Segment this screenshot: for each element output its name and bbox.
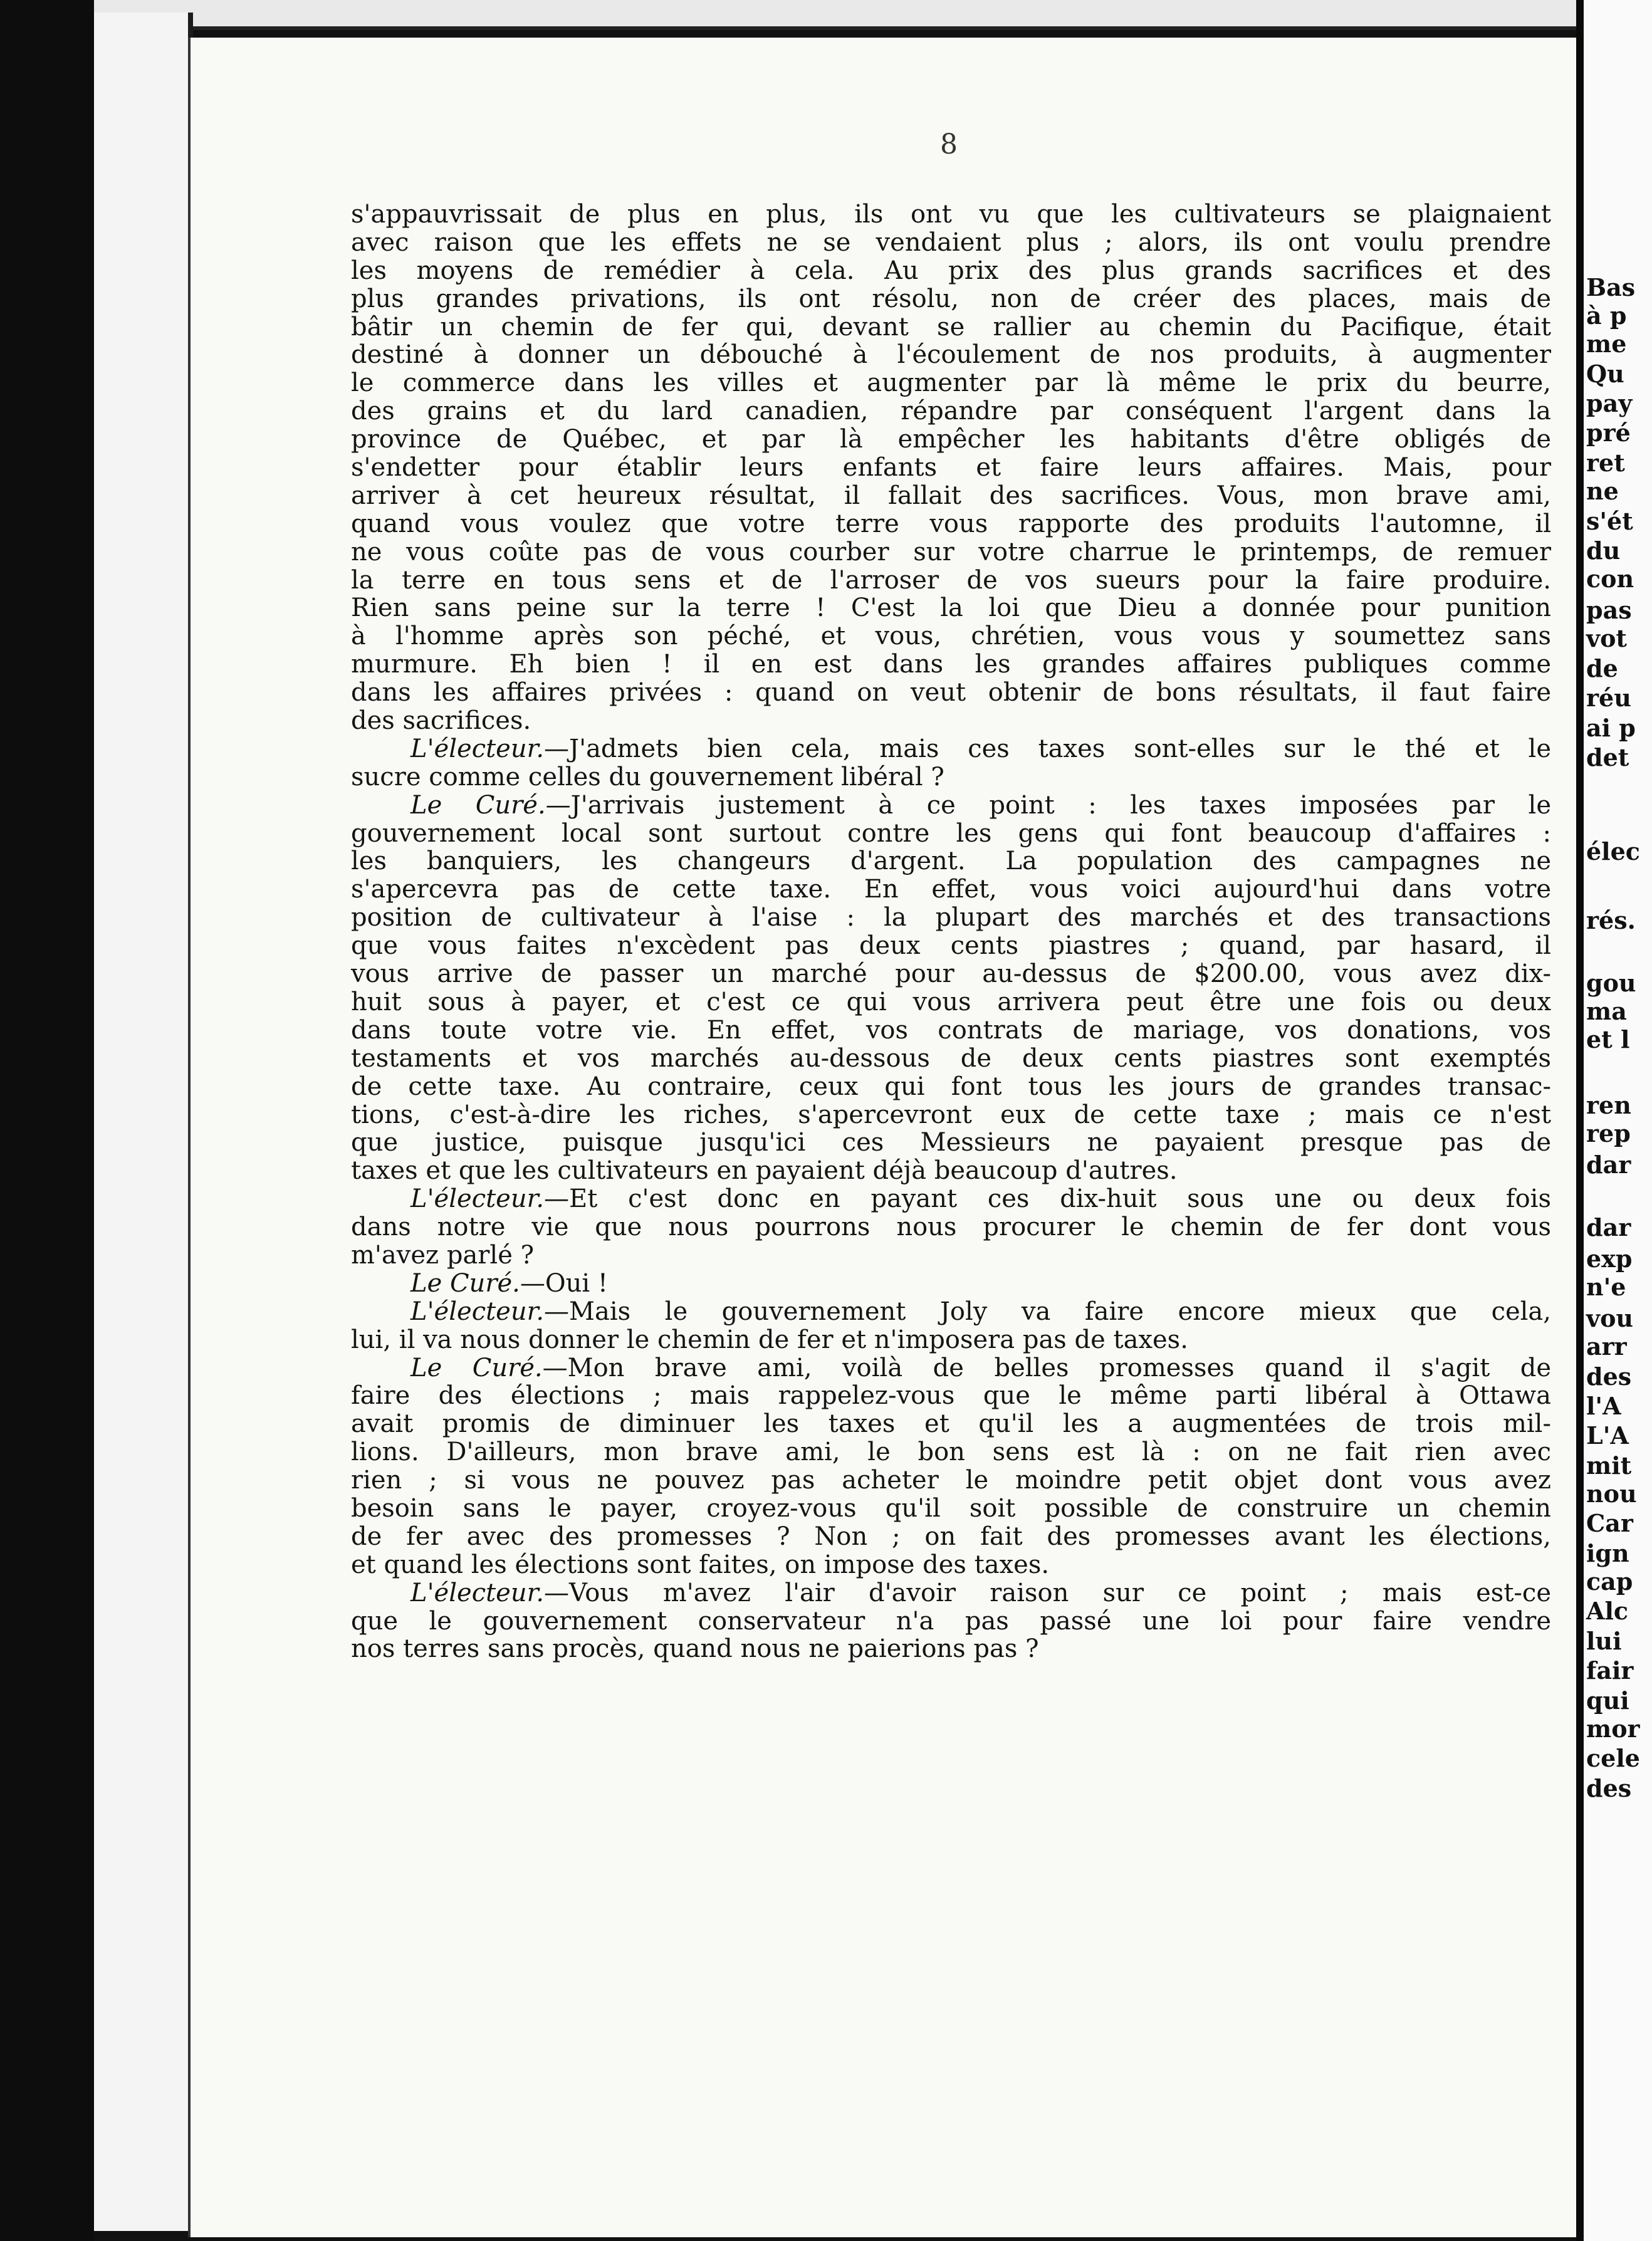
text-line <box>351 932 1551 960</box>
text-line <box>351 735 1551 763</box>
text-line <box>351 510 1551 538</box>
adjacent-page-text-fragment: n'e <box>1586 1273 1626 1301</box>
line-text: huit sous à payer, et c'est ce qui vous arrivera peut être une fois ou deux <box>351 987 1551 1016</box>
speaker-label: Le Curé. <box>410 1268 520 1298</box>
adjacent-page-text-fragment: ai p <box>1586 714 1636 742</box>
adjacent-page-text-fragment: et l <box>1586 1025 1630 1053</box>
line-text: faire des élections ; mais rappelez-vous que le même parti libéral à Ottawa <box>351 1381 1551 1411</box>
text-line <box>351 1185 1551 1213</box>
text-line <box>351 1129 1551 1157</box>
adjacent-page-text-fragment: mit <box>1586 1451 1632 1480</box>
text-line <box>351 707 1551 735</box>
text-line <box>351 1101 1551 1129</box>
text-line <box>351 988 1551 1016</box>
adjacent-page-text-fragment: pay <box>1586 389 1633 417</box>
text-line <box>351 454 1551 482</box>
line-text: la terre en tous sens et de l'arroser de vos sueurs pour la faire produire. <box>351 565 1551 595</box>
adjacent-page-text-fragment: à p <box>1586 301 1627 330</box>
line-text: que justice, puisque jusqu'ici ces Messieurs ne payaient presque pas de <box>351 1128 1551 1157</box>
line-text: bâtir un chemin de fer qui, devant se rallier au chemin du Pacifique, était <box>351 312 1551 342</box>
text-line <box>351 960 1551 988</box>
adjacent-page-text-fragment: dar <box>1586 1151 1631 1179</box>
scanner-background-left <box>0 0 94 2241</box>
adjacent-page-text-fragment: l'A <box>1586 1392 1621 1420</box>
text-line <box>351 567 1551 595</box>
adjacent-page-text-fragment: rés. <box>1586 906 1636 934</box>
adjacent-page-text-fragment: cele <box>1586 1744 1640 1772</box>
text-line <box>351 1016 1551 1045</box>
adjacent-page-text-fragment: ren <box>1586 1091 1631 1119</box>
adjacent-page-text-fragment: Alc <box>1586 1597 1629 1625</box>
adjacent-page-text-fragment: me <box>1586 330 1627 358</box>
text-line <box>351 482 1551 510</box>
line-text: avait promis de diminuer les taxes et qu'il les a augmentées de trois mil- <box>351 1409 1551 1439</box>
line-text: gouvernement local sont surtout contre les gens qui font beaucoup d'affaires : <box>351 818 1551 848</box>
line-text: —J'arrivais justement à ce point : les taxes imposées par le <box>545 790 1552 820</box>
adjacent-page-text-fragment: dar <box>1586 1213 1631 1241</box>
text-line <box>351 1354 1551 1382</box>
adjacent-page-text-fragment: vot <box>1586 624 1627 652</box>
line-text: lions. D'ailleurs, mon brave ami, le bon sens est là : on ne fait rien avec <box>351 1438 1551 1467</box>
text-line <box>351 820 1551 848</box>
line-text: —Mais le gouvernement Joly va faire encore mieux que cela, <box>544 1297 1551 1326</box>
adjacent-page-text-fragment: arr <box>1586 1332 1627 1361</box>
text-line <box>351 875 1551 904</box>
line-text: province de Québec, et par là empêcher les habitants d'être obligés de <box>351 425 1551 454</box>
line-text: position de cultivateur à l'aise : la plupart des marchés et des transactions <box>351 903 1551 932</box>
adjacent-page-text-fragment: ret <box>1586 449 1625 477</box>
underlying-page-edge <box>94 13 193 2231</box>
adjacent-page-text-fragment: lui <box>1586 1627 1622 1655</box>
adjacent-page-text-fragment: élec <box>1586 837 1640 865</box>
line-text: les banquiers, les changeurs d'argent. La population des campagnes ne <box>351 847 1551 876</box>
adjacent-page-text-fragment: ign <box>1586 1539 1629 1567</box>
line-text: arriver à cet heureux résultat, il fallait des sacrifices. Vous, mon brave ami, <box>351 481 1551 510</box>
adjacent-page-text-fragment: exp <box>1586 1245 1633 1273</box>
line-text: vous arrive de passer un marché pour au-dessus de $200.00, vous avez dix- <box>351 959 1551 989</box>
line-text: murmure. Eh bien ! il en est dans les grandes affaires publiques comme <box>351 650 1551 679</box>
line-text: ne vous coûte pas de vous courber sur votre charrue le printemps, de remuer <box>351 537 1551 567</box>
text-line <box>351 622 1551 650</box>
line-text: que le gouvernement conservateur n'a pas passé une loi pour faire vendre <box>351 1606 1551 1636</box>
text-line <box>351 1551 1551 1579</box>
adjacent-page-text-fragment: du <box>1586 536 1621 565</box>
page-number: 8 <box>940 128 958 160</box>
speaker-label: L'électeur. <box>410 1184 545 1214</box>
page-gutter <box>1576 0 1584 2241</box>
text-line <box>351 763 1551 791</box>
adjacent-page-text-fragment: ma <box>1586 997 1627 1025</box>
line-text: dans toute votre vie. En effet, vos contrats de mariage, vos donations, vos <box>351 1015 1551 1045</box>
line-text: que vous faites n'excèdent pas deux cents piastres ; quand, par hasard, il <box>351 931 1551 961</box>
line-text: s'endetter pour établir leurs enfants et faire leurs affaires. Mais, pour <box>351 453 1551 483</box>
adjacent-page-text-fragment: qui <box>1586 1686 1629 1715</box>
adjacent-page-fragment <box>1584 0 1652 2241</box>
text-line <box>351 313 1551 342</box>
speaker-label: L'électeur. <box>410 1297 545 1326</box>
text-line <box>351 904 1551 932</box>
line-text: —Vous m'avez l'air d'avoir raison sur ce point ; mais est-ce <box>544 1578 1551 1607</box>
line-text: taxes et que les cultivateurs en payaient déjà beaucoup d'autres. <box>351 1156 1178 1186</box>
top-page-edge <box>94 0 1579 30</box>
adjacent-page-text-fragment: ne <box>1586 477 1619 505</box>
line-text: plus grandes privations, ils ont résolu, non de créer des places, mais de <box>351 284 1551 313</box>
text-line <box>351 1073 1551 1101</box>
line-text: les moyens de remédier à cela. Au prix des plus grands sacrifices et des <box>351 256 1551 285</box>
line-text: s'appauvrissait de plus en plus, ils ont vu que les cultivateurs se plaignaient <box>351 200 1551 229</box>
line-text: —J'admets bien cela, mais ces taxes sont-elles sur le thé et le <box>544 734 1551 763</box>
line-text: des grains et du lard canadien, répandre par conséquent l'argent dans la <box>351 397 1551 426</box>
line-text: dans les affaires privées : quand on veut obtenir de bons résultats, il faut faire <box>351 678 1551 708</box>
line-text: sucre comme celles du gouvernement libéral ? <box>351 762 944 791</box>
text-line <box>351 426 1551 454</box>
speaker-label: L'électeur. <box>410 734 545 763</box>
line-text: tions, c'est-à-dire les riches, s'apercevront eux de cette taxe ; mais ce n'est <box>351 1100 1551 1129</box>
line-text: lui, il va nous donner le chemin de fer et n'imposera pas de taxes. <box>351 1325 1188 1354</box>
adjacent-page-text-fragment: de <box>1586 654 1618 682</box>
text-line <box>351 341 1551 369</box>
text-line <box>351 1045 1551 1073</box>
adjacent-page-text-fragment: gou <box>1586 969 1636 997</box>
text-line <box>351 1298 1551 1326</box>
line-text: des sacrifices. <box>351 706 531 736</box>
text-line <box>351 1326 1551 1354</box>
adjacent-page-text-fragment: con <box>1586 565 1634 593</box>
adjacent-page-text-fragment: Car <box>1586 1509 1633 1537</box>
adjacent-page-text-fragment: s'ét <box>1586 507 1633 535</box>
line-text: destiné à donner un débouché à l'écoulement de nos produits, à augmenter <box>351 340 1551 370</box>
text-line <box>351 285 1551 313</box>
line-text: à l'homme après son péché, et vous, chrétien, vous vous y soumettez sans <box>351 622 1551 651</box>
text-line <box>351 1523 1551 1551</box>
text-line <box>351 847 1551 875</box>
line-text: avec raison que les effets ne se vendaient plus ; alors, ils ont voulu prendre <box>351 227 1551 257</box>
line-text: quand vous voulez que votre terre vous rapporte des produits l'automne, il <box>351 509 1551 538</box>
adjacent-page-text-fragment: cap <box>1586 1567 1633 1596</box>
line-text: m'avez parlé ? <box>351 1240 535 1270</box>
line-text: testaments et vos marchés au-dessous de deux cents piastres sont exemptés <box>351 1043 1551 1073</box>
line-text: —Et c'est donc en payant ces dix-huit sous une ou deux fois <box>544 1184 1551 1214</box>
text-line <box>351 257 1551 285</box>
text-line <box>351 1607 1551 1636</box>
line-text: de fer avec des promesses ? Non ; on fait des promesses avant les élections, <box>351 1522 1551 1551</box>
speaker-label: Le Curé. <box>410 790 546 820</box>
line-text: s'apercevra pas de cette taxe. En effet, vous voici aujourd'hui dans votre <box>351 875 1551 904</box>
adjacent-page-text-fragment: réu <box>1586 684 1631 712</box>
text-line <box>351 1157 1551 1185</box>
line-text: besoin sans le payer, croyez-vous qu'il soit possible de construire un chemin <box>351 1493 1551 1523</box>
line-text: —Oui ! <box>520 1268 608 1298</box>
adjacent-page-text-fragment: vou <box>1586 1304 1634 1332</box>
speaker-label: L'électeur. <box>410 1578 545 1607</box>
text-line <box>351 397 1551 426</box>
text-line <box>351 1438 1551 1466</box>
line-text: —Mon brave ami, voilà de belles promesses quand il s'agit de <box>542 1353 1552 1382</box>
text-line <box>351 1382 1551 1410</box>
text-line <box>351 1410 1551 1438</box>
text-line <box>351 679 1551 707</box>
adjacent-page-text-fragment: Qu <box>1586 360 1624 388</box>
line-text: dans notre vie que nous pourrons nous procurer le chemin de fer dont vous <box>351 1213 1551 1242</box>
text-line <box>351 1635 1551 1663</box>
line-text: rien ; si vous ne pouvez pas acheter le moindre petit objet dont vous avez <box>351 1466 1551 1495</box>
adjacent-page-text-fragment: det <box>1586 743 1629 771</box>
text-line <box>351 1270 1551 1298</box>
adjacent-page-text-fragment: des <box>1586 1774 1632 1802</box>
adjacent-page-text-fragment: mor <box>1586 1715 1640 1743</box>
adjacent-page-text-fragment: Bas <box>1586 273 1636 301</box>
line-text: nos terres sans procès, quand nous ne paierions pas ? <box>351 1634 1039 1664</box>
text-line <box>351 791 1551 820</box>
text-line <box>351 1213 1551 1241</box>
line-text: et quand les élections sont faites, on impose des taxes. <box>351 1550 1050 1579</box>
text-line <box>351 1495 1551 1523</box>
adjacent-page-text-fragment: L'A <box>1586 1421 1629 1450</box>
adjacent-page-text-fragment: pré <box>1586 419 1631 447</box>
text-line <box>351 1466 1551 1495</box>
adjacent-page-text-fragment: fair <box>1586 1656 1634 1685</box>
adjacent-page-text-fragment: nou <box>1586 1480 1637 1508</box>
text-line <box>351 538 1551 567</box>
adjacent-page-text-fragment: pas <box>1586 596 1632 624</box>
text-line <box>351 594 1551 622</box>
text-line <box>351 229 1551 257</box>
text-line <box>351 201 1551 229</box>
line-text: Rien sans peine sur la terre ! C'est la loi que Dieu a donnée pour punition <box>351 593 1551 623</box>
line-text: de cette taxe. Au contraire, ceux qui font tous les jours de grandes transac- <box>351 1072 1551 1101</box>
body-text <box>351 201 1551 1663</box>
text-line <box>351 650 1551 679</box>
text-line <box>351 369 1551 397</box>
adjacent-page-text-fragment: des <box>1586 1362 1632 1391</box>
adjacent-page-text-fragment: rep <box>1586 1119 1631 1147</box>
text-line <box>351 1241 1551 1270</box>
text-line <box>351 1579 1551 1607</box>
speaker-label: Le Curé. <box>410 1353 543 1382</box>
line-text: le commerce dans les villes et augmenter par là même le prix du beurre, <box>351 368 1551 398</box>
